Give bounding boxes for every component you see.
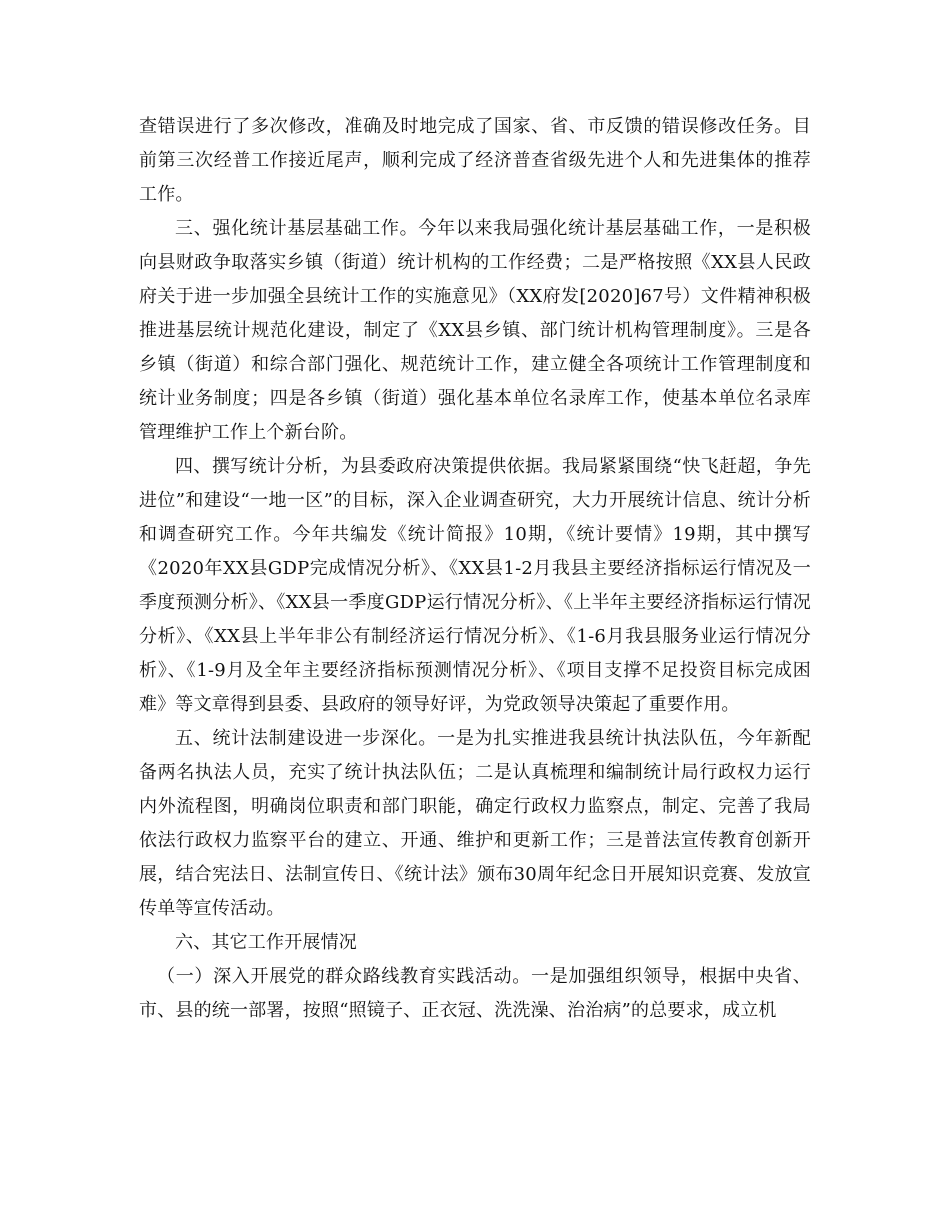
paragraph-section-4: 四、撰写统计分析，为县委政府决策提供依据。我局紧紧围绕“快飞赶超，争先进位”和建设“一地一区”的目标，深入企业调查研究，大力开展统计信息、统计分析和调查研究工作。今年共编发《统计简报》10期，《统计要情》19期，其中撰写《2020年XX县GDP完成情况分析》、《XX县1-2月我县主要经济指标运行情况及一季度预测分析》、《XX县一季度GDP运行情况分析》、《上半年主要经济指标运行情况分析》、《XX县上半年非公有制经济运行情况分析》、《1-6月我县服务业运行情况分析》、《1-9月及全年主要经济指标预测情况分析》、《项目支撑不足投资目标完成困难》等文章得到县委、县政府的领导好评，为党政领导决策起了重要作用。 [139,456,811,715]
paragraph-section-3: 三、强化统计基层基础工作。今年以来我局强化统计基层基础工作，一是积极向县财政争取落实乡镇（街道）统计机构的工作经费；二是严格按照《XX县人民政府关于进一步加强全县统计工作的实施意见》（XX府发[2020]67号）文件精神积极推进基层统计规范化建设，制定了《XX县乡镇、部门统计机构管理制度》。三是各乡镇（街道）和综合部门强化、规范统计工作，建立健全各项统计工作管理制度和统计业务制度；四是各乡镇（街道）强化基本单位名录库工作，使基本单位名录库管理维护工作上个新台阶。 [139,218,811,443]
paragraph-subsection-1: （一）深入开展党的群众路线教育实践活动。一是加强组织领导，根据中央省、市、县的统一部署，按照“照镜子、正衣冠、洗洗澡、治治病”的总要求，成立机 [139,966,811,1021]
paragraph-continuation: 查错误进行了多次修改，准确及时地完成了国家、省、市反馈的错误修改任务。目前第三次经普工作接近尾声，顺利完成了经济普查省级先进个人和先进集体的推荐工作。 [139,116,811,205]
document-body [139,110,811,1028]
section-heading-6: 六、其它工作开展情况 [175,932,357,953]
paragraph-section-5: 五、统计法制建设进一步深化。一是为扎实推进我县统计执法队伍，今年新配备两名执法人员，充实了统计执法队伍；二是认真梳理和编制统计局行政权力运行内外流程图，明确岗位职责和部门职能，确定行政权力监察点，制定、完善了我局依法行政权力监察平台的建立、开通、维护和更新工作；三是普法宣传教育创新开展，结合宪法日、法制宣传日、《统计法》颁布30周年纪念日开展知识竞赛、发放宣传单等宣传活动。 [139,728,811,919]
